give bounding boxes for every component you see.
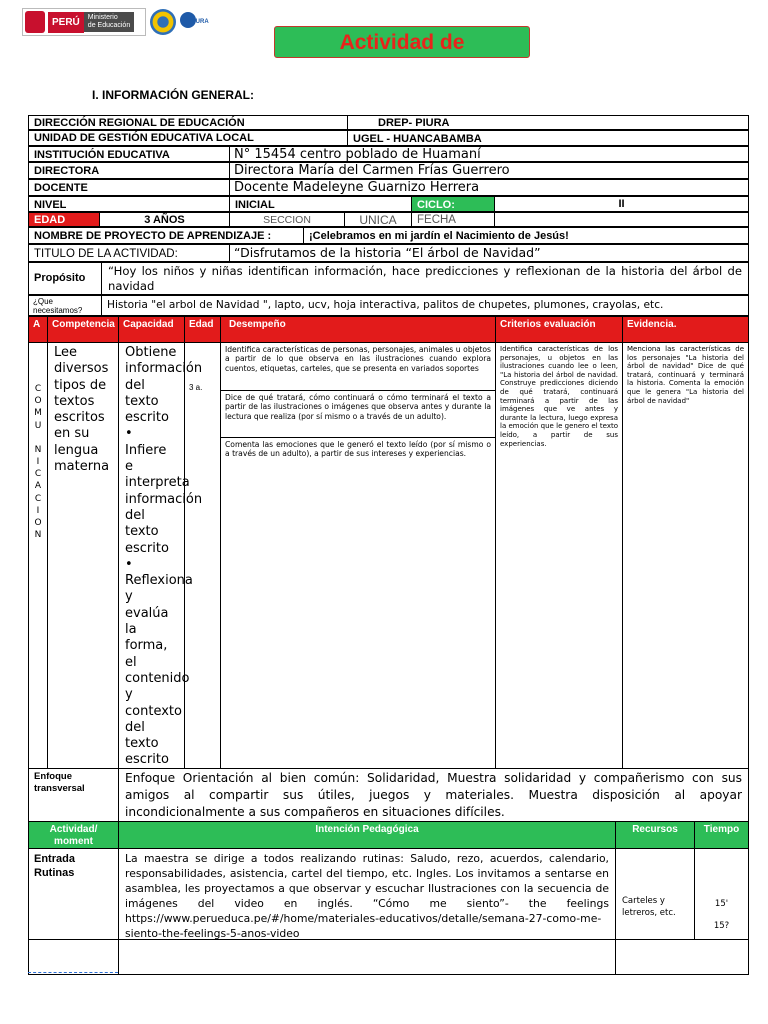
enfoque-value: Enfoque Orientación al bien común: Solidaridad, Muestra solidaridad y compañerismo con sus amigos al compartir sus útiles, juegos y materiales. Muestra disposición al apoyar incondicionalmente a sus compañeros en situaciones difíciles. [118,768,749,822]
competencia-text: Lee diversos tipos de textos escritos en su lengua materna [47,342,119,769]
desempeno-item: Comenta las emociones que le generó el texto leído (por sí mismo o a través de un adulto), a partir de sus intereses y experiencias. [225,440,491,459]
school-emblem-icon [150,9,176,35]
edad-text: 3 a. [184,342,221,769]
ministerio-line1: Ministerio [87,14,118,21]
titulo-value: “Disfrutamos de la historia “El árbol de Navidad” [229,244,749,262]
header-evidencia: Evidencia. [622,316,749,343]
proposito-label: Propósito [28,262,102,295]
intencion-empty [118,939,616,975]
directora-label: DIRECTORA [28,162,230,179]
necesitamos-value: Historia "el arbol de Navidad ", lapto, ucv, hoja interactiva, palitos de chupetes, plumones, crayolas, etc. [101,295,749,316]
peru-logo [22,8,146,36]
ciclo-value: II [494,196,749,212]
capacidad-text: Obtiene información del texto escrito • Infiere e interpreta información del texto escrito • Reflexiona y evalúa la forma, el contenido y contexto del texto escrito [118,342,185,769]
moment-entrada: Entrada Rutinas [28,848,119,940]
dre-label: DIRECCIÓN REGIONAL DE EDUCACIÓN [28,115,348,130]
edad-value: 3 AÑOS [99,212,230,227]
page-title: Actividad de [274,26,530,58]
ie-value: N° 15454 centro poblado de Huamaní [229,146,749,162]
drep-logo-text: PIURA [190,19,209,25]
header-area: A [28,316,48,343]
area-comunicacion [28,342,48,769]
ministerio-label [84,12,134,32]
dre-value: DREP- PIURA [347,115,749,130]
area-letter: C [34,493,42,504]
desempeno-cell [220,342,496,769]
drep-logo-icon [180,10,210,34]
proposito-value: “Hoy los niños y niñas identifican información, hace predicciones y reflexionan de la historia del árbol de navidad [101,262,749,295]
edad-label: EDAD [28,212,100,227]
tiempo-cell [694,848,749,940]
header-tiempo: Tiempo [694,821,749,849]
section-title: I. INFORMACIÓN GENERAL: [92,88,254,102]
nivel-label: NIVEL [28,196,230,212]
area-letter: O [34,396,42,407]
area-letter: U [34,420,42,431]
fecha-label: FECHA [411,212,495,227]
directora-value: Directora María del Carmen Frías Guerrero [229,162,749,179]
ie-label: INSTITUCIÓN EDUCATIVA [28,146,230,162]
docente-value: Docente Madeleyne Guarnizo Herrera [229,179,749,196]
desempeno-item: Dice de qué tratará, cómo continuará o cómo terminará el texto a partir de las ilustraciones o imágenes que observa antes y durante la lectura que realiza (por sí mismo o a través de un adulto). [221,391,495,438]
ciclo-label: CICLO: [411,196,495,212]
area-letter: A [34,481,42,492]
seccion-label: SECCION [229,212,345,227]
area-letter: C [34,384,42,394]
criterios-text: Identifica características de los personajes, u objetos en las ilustraciones cuando lee o leen, "La historia del árbol de navidad. Construye predicciones diciendo de qué tratará, continuará terminará a partir de las imágenes que ve antes y durante la lectura, luego expresa la emoción que le genero el texto leído, a partir de sus experiencias. [495,342,623,769]
fecha-value[interactable] [494,212,749,227]
necesitamos-label: ¿Que necesitamos? [28,295,102,316]
area-letter: O [34,518,42,529]
intencion-text: La maestra se dirige a todos realizando rutinas: Saludo, rezo, acuerdos, calendario, responsabilidades, asistencia, cartel del tiempo, etc. Ingles. Los invitamos a sentarse en asamblea, les proyectamos a que observar y escuchar Ilustraciones con la secuencia de imágenes del video en inglés. “Cómo me siento”- the feelings https://www.perueduca.pe/#/home/materiales-educativos/detalle/semana-27-como-me-siento-the-feelings-5-anos-video [118,848,616,940]
area-letter: I [36,457,40,468]
recursos-empty [615,939,749,975]
header-desempeno: Desempeño [220,316,496,343]
dashed-marker [28,972,118,973]
area-letter: N [34,530,42,541]
nivel-value: INICIAL [229,196,412,212]
proyecto-value: ¡Celebramos en mi jardín el Nacimiento de Jesús! [303,227,749,244]
evidencia-text: Menciona las características de los personajes "La historia del árbol de navidad" Dice de qué tratará, continuará y terminará la historia. Comenta la emoción que le genera "La historia del árbol de navidad" [622,342,749,769]
peru-label: PERÚ [48,12,84,33]
area-letter: N [34,444,42,455]
ugel-label: UNIDAD DE GESTIÓN EDUCATIVA LOCAL [28,130,348,146]
desempeno-item: Identifica características de personas, personajes, animales u objetos a partir de lo que observa en las ilustraciones cuando explora cuentos, etiquetas, carteles, que se presenta en variados soportes [221,343,495,391]
tiempo-value: 15' [714,899,729,909]
enfoque-label: Enfoque transversal [28,768,119,822]
titulo-label: TITULO DE LA ACTIVIDAD: [28,244,230,262]
area-letter: M [34,408,42,419]
area-letter [29,432,47,444]
header-intencion: Intención Pedagógica [118,821,616,849]
header-actividad: Actividad/ moment [28,821,119,849]
peru-shield-icon [25,11,45,33]
seccion-value: UNICA [344,212,412,227]
ugel-value: UGEL - HUANCABAMBA [347,130,749,146]
header-capacidad: Capacidad [118,316,185,343]
docente-label: DOCENTE [28,179,230,196]
header-edad: Edad [184,316,221,343]
header-competencia: Competencia [47,316,119,343]
header-recursos: Recursos [615,821,695,849]
ministerio-line2: de Educación [87,22,131,29]
moment-empty [28,939,119,975]
proyecto-label: NOMBRE DE PROYECTO DE APRENDIZAJE : [28,227,304,244]
area-letter: C [34,469,42,480]
area-letter: I [36,505,40,516]
header-criterios: Criterios evaluación [495,316,623,343]
tiempo-value: 15? [713,921,730,931]
recursos-text: Carteles y letreros, etc. [615,848,695,940]
